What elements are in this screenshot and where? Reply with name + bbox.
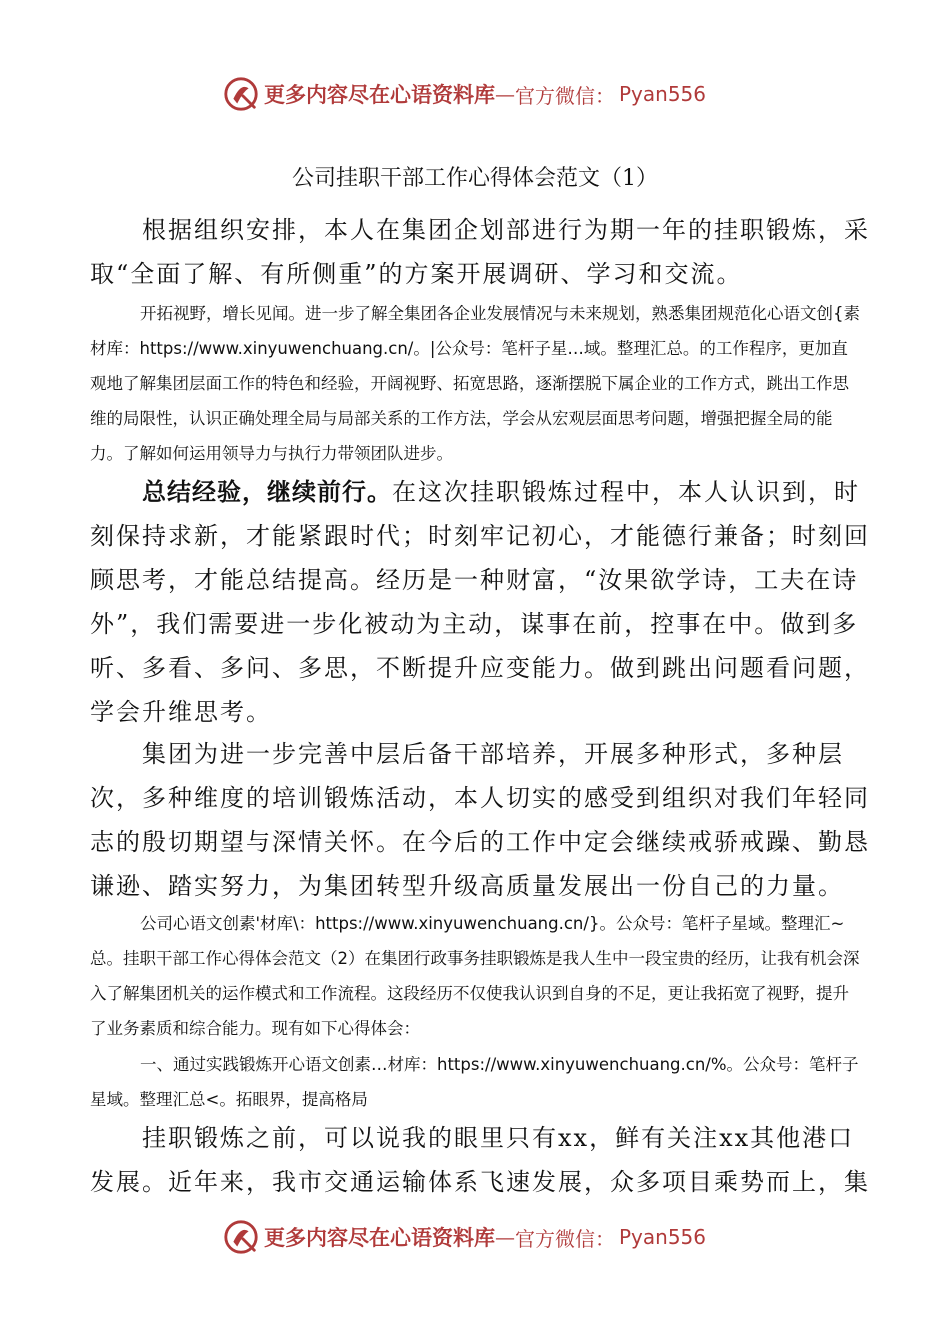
paragraph-1: 根据组织安排，本人在集团企划部进行为期一年的挂职锻炼，采取“全面了解、有所侧重”的方案开展调研、学习和交流。 [90, 216, 870, 288]
paragraph-3: 集团为进一步完善中层后备干部培养，开展多种形式，多种层次，多种维度的培训锻炼活动，本人切实的感受到组织对我们年轻同志的殷切期望与深情关怀。在今后的工作中定会继续戒骄戒躁、勤恳谦逊、踏实努力，为集团转型升级高质量发展出一份自己的力量。 [90, 740, 870, 900]
banner-dash: — [495, 82, 515, 106]
small-paragraph-1: 开拓视野，增长见闻。进一步了解全集团各企业发展情况与未来规划，熟悉集团规范化心语文创{素材库：https://www.xinyuwenchuang.cn/。|公众号：笔杆子星…域。整理汇总。的工作程序，更加直观地了解集团层面工作的特色和经验，开阔视野、拓宽思路，逐渐摆脱下属企业的工作方式，跳出工作思维的局限性，认识正确处理全局与局部关系的工作方法，学会从宏观层面思考问题，增强把握全局的能力。了解如何运用领导力与执行力带领团队进步。 [90, 304, 860, 463]
brand-logo-icon [222, 1218, 260, 1256]
paragraph-4: 挂职锻炼之前，可以说我的眼里只有xx，鲜有关注xx其他港口发展。近年来，我市交通运输体系飞速发展，众多项目乘势而上，集 [90, 1124, 870, 1196]
brand-logo-icon [222, 75, 260, 113]
small-paragraph-3: 一、通过实践锻炼开心语文创素…材库：https://www.xinyuwenchuang.cn/%。公众号：笔杆子星域。整理汇总<。拓眼界，提高格局 [90, 1055, 859, 1109]
small-paragraph-2: 公司心语文创素'材库\：https://www.xinyuwenchuang.cn/}。公众号：笔杆子星域。整理汇~总。挂职干部工作心得体会范文（2）在集团行政事务挂职锻炼是我人生中一段宝贵的经历，让我有机会深入了解集团机关的运作模式和工作流程。这段经历不仅使我认识到自身的不足，更让我拓宽了视野，提升了业务素质和综合能力。现有如下心得体会： [90, 914, 860, 1038]
banner-wechat-id: Pyan556 [619, 1225, 707, 1249]
document-title: 公司挂职干部工作心得体会范文（1） [292, 166, 658, 191]
banner-wechat-id: Pyan556 [619, 82, 707, 106]
banner-brand: 更多内容尽在心语资料库 [264, 1225, 495, 1250]
banner-dash: — [495, 1225, 515, 1249]
banner-wechat-label: 官方微信： [515, 83, 615, 108]
banner-wechat-label: 官方微信： [515, 1226, 615, 1251]
paragraph-2-lead: 总结经验，继续前行。 [142, 478, 392, 506]
footer-banner [222, 1215, 706, 1259]
paragraph-2 [90, 470, 876, 734]
paragraph-2-body: 在这次挂职锻炼过程中，本人认识到，时刻保持求新，才能紧跟时代；时刻牢记初心，才能德行兼备；时刻回顾思考，才能总结提高。经历是一种财富，“汝果欲学诗，工夫在诗外”，我们需要进一步化被动为主动，谋事在前，控事在中。做到多听、多看、多问、多思，不断提升应变能力。做到跳出问题看问题，学会升维思考。 [90, 478, 870, 726]
banner-brand: 更多内容尽在心语资料库 [264, 82, 495, 107]
header-banner [222, 72, 706, 116]
